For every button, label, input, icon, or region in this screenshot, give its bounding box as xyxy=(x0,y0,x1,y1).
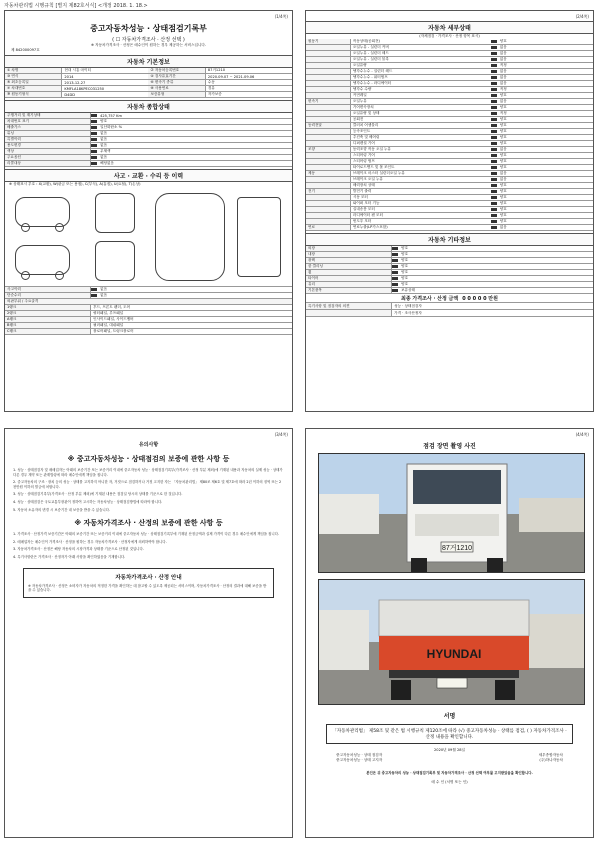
checkbox-icon[interactable] xyxy=(91,114,97,117)
state-label: 리콜대상 xyxy=(5,161,91,166)
checkbox-icon[interactable] xyxy=(491,214,497,217)
item-result: 양호 xyxy=(499,213,507,217)
accident-table xyxy=(5,287,292,299)
accident-label: 사고이력 xyxy=(5,287,91,292)
basic-value: 2013-12-27 xyxy=(64,80,86,85)
item-result: 없음 xyxy=(499,225,507,229)
checkbox-icon[interactable] xyxy=(491,106,497,109)
item-result: 없음 xyxy=(499,51,507,55)
item-label: 기어변속장치 xyxy=(352,105,374,109)
detail-state-table xyxy=(306,39,593,231)
item-result: 없음 xyxy=(499,45,507,49)
system-label xyxy=(306,159,351,164)
system-label xyxy=(306,129,351,134)
checkbox-icon[interactable] xyxy=(491,154,497,157)
checkbox-icon[interactable] xyxy=(91,162,97,165)
basic-label: ⑤ 최초등록일 xyxy=(5,80,62,85)
checkbox-icon[interactable] xyxy=(491,130,497,133)
signature-date: 2020년 09월 28일 xyxy=(434,748,465,752)
page-number: (4/4쪽) xyxy=(575,432,589,437)
state-label: 특별이력 xyxy=(5,137,91,142)
item-result: 없음 xyxy=(499,177,507,181)
system-label xyxy=(306,153,351,158)
item-label: 등속조인트 xyxy=(352,129,371,133)
page-1 xyxy=(4,10,293,412)
state-value: 425,757 Km xyxy=(100,113,122,118)
item-label: 냉각수 수량 xyxy=(352,87,372,91)
item-label: 연료누출(LP가스포함) xyxy=(352,225,388,229)
frame-rank-table xyxy=(5,305,292,335)
signature-section xyxy=(306,711,593,785)
accident-legend: ※ 상태표시 부호 : X(교환), W(판금 또는 용접), C(부식), A(흠집), U(요철), T(손상) xyxy=(9,182,141,186)
state-value: 없음 xyxy=(100,137,108,141)
rank-label: B랭크 xyxy=(5,323,91,328)
system-label: 변속기 xyxy=(306,99,351,104)
system-label xyxy=(306,141,351,146)
checkbox-icon[interactable] xyxy=(491,46,497,49)
notice-paragraph: 3. 성능 · 상태점검기록부(가격조사 · 산정 부분 제외)에 기재된 내용은 점검일 당시의 상태를 기준으로 한 것입니다. xyxy=(13,492,183,497)
rank-value: 후드, 프론트 펜더, 도어 xyxy=(93,305,131,309)
item-label: 공회전 xyxy=(352,117,364,121)
other-value: 양호 xyxy=(401,264,409,268)
state-value: 일산화탄소 % xyxy=(100,125,123,129)
license-plate: 87거1210 xyxy=(441,545,473,552)
rank-label: 2랭크 xyxy=(5,311,91,316)
page-number: (3/4쪽) xyxy=(274,432,288,437)
page-3 xyxy=(4,428,293,838)
rank-value: 필러패널, 대쉬패널 xyxy=(93,323,124,327)
special-notes-label: 특기사항 및 점검자의 의견 xyxy=(306,303,392,309)
item-result: 적정 xyxy=(499,63,507,67)
system-label: 원동기 xyxy=(306,39,351,44)
system-label xyxy=(306,213,351,218)
item-result: 양호 xyxy=(499,39,507,43)
basic-value: D4DD xyxy=(64,92,75,97)
section-overall-state: 자동차 종합상태 xyxy=(5,100,292,113)
item-result: 양호 xyxy=(499,195,507,199)
special-notes-appraiser: 가격 · 조사산정자 xyxy=(394,310,422,315)
item-result: 양호 xyxy=(499,207,507,211)
other-value: 양호 xyxy=(401,282,409,286)
item-label: 시동 모터 xyxy=(352,195,368,199)
item-result: 양호 xyxy=(499,201,507,205)
wheel-icon xyxy=(55,271,64,280)
page-number: (1/4쪽) xyxy=(274,14,288,19)
basic-label: ⑦ 차대번호 xyxy=(5,86,62,91)
basic-value: KMFLA18KPEC031250 xyxy=(64,86,105,91)
other-label: 유리 xyxy=(306,282,392,287)
rank-value: 쿼터패널, 루프패널 xyxy=(93,311,124,315)
item-label: 배력장치 상태 xyxy=(352,183,375,187)
item-result: 양호 xyxy=(499,105,507,109)
item-result: 양호 xyxy=(499,123,507,127)
state-label: 색상 xyxy=(5,149,91,154)
basic-value: 87거1210 xyxy=(207,68,226,72)
state-label: 용도변경 xyxy=(5,143,91,148)
item-result: 없음 xyxy=(499,99,507,103)
item-label: 오일유량 xyxy=(352,63,367,67)
item-result: 양호 xyxy=(499,189,507,193)
item-label: 냉각수누수 - 라디에이터 xyxy=(352,81,392,85)
rank-value: 인사이드패널, 사이드멤버 xyxy=(93,317,134,321)
other-value: 양호 xyxy=(401,246,409,250)
checkbox-icon[interactable] xyxy=(491,76,497,79)
checkbox-icon[interactable] xyxy=(491,184,497,187)
item-result: 양호 xyxy=(499,159,507,163)
checkbox-icon[interactable] xyxy=(392,289,398,292)
page-4 xyxy=(305,428,594,838)
section-basic-info: 자동차 기본정보 xyxy=(5,55,292,68)
subtitle-note: ※ 자동차가격조사 · 산정은 매수인이 원하는 경우 제공하는 서비스입니다. xyxy=(90,43,207,47)
checkbox-icon[interactable] xyxy=(491,40,497,43)
item-result: 양호 xyxy=(499,165,507,169)
state-label: 배출가스 xyxy=(5,125,91,130)
price-guide-text: ※ 자동차가격조사 · 산정은 소비자가 자동차의 적정한 가격을 확인하는 데 참고할 수 있도록 제공되는 서비스이며, 자동차가격조사 · 산정의 결과에 대해 보증을 받을 수 있습니다. xyxy=(28,583,267,593)
checkbox-icon[interactable] xyxy=(91,120,97,123)
notice-paragraph: 4. 특기사항란은 가격조사 · 산정자가 아래 사항을 확인하였음을 기재합니다. xyxy=(13,554,126,559)
checkbox-icon[interactable] xyxy=(491,148,497,151)
item-label: 오일누유 - 실린더 헤드 xyxy=(352,51,389,55)
item-label: 오일누유 - 실린더 블록 xyxy=(352,57,389,61)
item-label: 오일누유 - 실린더 커버 xyxy=(352,45,389,49)
overall-state-table xyxy=(5,113,292,167)
car-front-outline xyxy=(95,193,135,233)
basic-value: 현대 시흥 마이티 xyxy=(64,68,91,72)
brand-lettering: HYUNDAI xyxy=(426,647,482,661)
notice-paragraph: 4. 성능 · 상태점검은 국토교통부장관이 정하여 고시하는 자동차성능 · 상태점검방법에 따라야 합니다. xyxy=(13,499,163,504)
section-other-info: 자동차 기타정보 xyxy=(306,233,593,246)
basic-info-row xyxy=(5,92,292,98)
checkbox-icon[interactable] xyxy=(392,271,398,274)
warranty-heading: ※ 중고자동차성능 · 상태점검의 보증에 관한 사항 등 xyxy=(67,455,230,463)
basic-label: ⑧ 사용연료 xyxy=(148,86,205,91)
system-label: 연료 xyxy=(306,225,351,230)
rank-label: C랭크 xyxy=(5,329,91,334)
item-result: 적정 xyxy=(499,111,507,115)
final-price-row xyxy=(306,294,593,303)
system-label xyxy=(306,201,351,206)
basic-value: 경유 xyxy=(207,86,215,90)
basic-value: 2014 xyxy=(64,74,74,79)
item-result: 양호 xyxy=(499,93,507,97)
checkbox-icon[interactable] xyxy=(392,277,398,280)
notice-heading: 유의사항 xyxy=(138,442,159,448)
checkbox-icon[interactable] xyxy=(491,52,497,55)
item-label: 타이로드엔드 및 볼 조인트 xyxy=(352,165,395,169)
state-value: 해당없음 xyxy=(100,161,114,165)
basic-value: 자가보증 xyxy=(207,92,222,96)
checkbox-icon[interactable] xyxy=(491,118,497,121)
system-label xyxy=(306,183,351,188)
checkbox-icon[interactable] xyxy=(392,247,398,250)
system-label xyxy=(306,69,351,74)
basic-label: ⑥ 변속기 종류 xyxy=(148,80,205,85)
state-label: 주행거리 및 계기상태 xyxy=(5,113,91,118)
checkbox-icon[interactable] xyxy=(91,126,97,129)
checkbox-icon[interactable] xyxy=(491,172,497,175)
system-label xyxy=(306,105,351,110)
system-label xyxy=(306,81,351,86)
other-label: 룸 클리닝 xyxy=(306,264,392,269)
basic-label: ② 자동차등록번호 xyxy=(148,68,205,73)
buyer-signature-line: 매 수 인 (서명 또는 인) xyxy=(431,779,468,784)
checkbox-icon[interactable] xyxy=(91,150,97,153)
price-paragraphs xyxy=(5,532,292,559)
warranty-paragraphs xyxy=(5,468,292,512)
item-label: 냉각수누수 - 워터펌프 xyxy=(352,75,388,79)
item-result: 없음 xyxy=(499,171,507,175)
checkbox-icon[interactable] xyxy=(491,100,497,103)
detail-state-row xyxy=(306,225,593,231)
system-label xyxy=(306,117,351,122)
system-label xyxy=(306,93,351,98)
basic-label: ⑨ 원동기형식 xyxy=(5,92,62,97)
item-label: 작동상태(공회전) xyxy=(352,39,380,43)
item-result: 양호 xyxy=(499,135,507,139)
item-label: 클러치 어셈블리 xyxy=(352,123,379,127)
car-diagram xyxy=(5,187,292,287)
checkbox-icon[interactable] xyxy=(491,82,497,85)
item-result: 없음 xyxy=(499,69,507,73)
checkbox-icon[interactable] xyxy=(392,265,398,268)
final-price-value: 0 0 0 0 0 만원 xyxy=(462,295,498,302)
system-label: 제동 xyxy=(306,171,351,176)
other-value: 양호 xyxy=(401,276,409,280)
accident-label: 단순수리 xyxy=(5,293,91,298)
checkbox-icon[interactable] xyxy=(491,178,497,181)
checkbox-icon[interactable] xyxy=(491,112,497,115)
page-title: 중고자동차성능 · 상태점검기록부 xyxy=(90,24,207,33)
checkbox-icon[interactable] xyxy=(491,142,497,145)
item-label: 브레이크 마스터 실린더오일 누유 xyxy=(352,171,405,175)
checkbox-icon[interactable] xyxy=(491,166,497,169)
other-value: 양호 xyxy=(401,270,409,274)
item-result: 양호 xyxy=(499,117,507,121)
item-label: 라디에이터 팬 모터 xyxy=(352,213,383,217)
checkbox-icon[interactable] xyxy=(491,220,497,223)
basic-info-table xyxy=(5,68,292,98)
checkbox-icon[interactable] xyxy=(91,294,97,297)
notice-paragraph: 2. 중고자동차의 구조 · 장치 등의 성능 · 상태를 고지하지 아니한 자, 거짓으로 점검하거나 거짓 고지한 자는 「자동차관리법」 제80조 제6호 및 제7호에 따라 2년 이하의 징역 또는 2천만원 이하의 벌금에 처합니다. xyxy=(13,480,282,489)
item-label: 스티어링 펌프 xyxy=(352,159,375,163)
notice-paragraph: 3. 자동차가격조사 · 산정은 해당 자동차의 시장가격과 상태를 기준으로 산정된 것입니다. xyxy=(13,547,144,552)
system-label xyxy=(306,87,351,92)
state-value: 없음 xyxy=(100,131,108,135)
system-label xyxy=(306,75,351,80)
checkbox-icon[interactable] xyxy=(491,58,497,61)
rank-label: 1랭크 xyxy=(5,305,91,310)
section-accident-history: 사고 · 교환 · 수리 등 이력 xyxy=(5,169,292,182)
accident-value: 없음 xyxy=(100,293,108,297)
document-header: 자동차관리법 시행규칙 [별지 제82호서식] <개정 2018. 1. 18.> xyxy=(4,3,148,9)
signature-statement: 「자동차관리법」 제58조 및 같은 법 시행규칙 제120조에 따라 (√) 중고자동차성능 · 상태를 점검, ( ) 자동차가격조사 · 산정 내용을 확인합니다. xyxy=(326,724,573,744)
system-label xyxy=(306,45,351,50)
basic-label: ① 차명 xyxy=(5,68,62,73)
page-subtitle: ( ☐ 자동차가격조사 · 산정 선택 ) xyxy=(112,37,185,43)
basic-value: 수동 xyxy=(207,80,215,84)
system-label xyxy=(306,195,351,200)
item-result: 없음 xyxy=(499,57,507,61)
basic-label: ③ 연식 xyxy=(5,74,62,79)
rank-label: A랭크 xyxy=(5,317,91,322)
signer-name: (주)하나자동차 xyxy=(539,758,563,762)
item-result: 없음 xyxy=(499,147,507,151)
checkbox-icon[interactable] xyxy=(491,208,497,211)
item-result: 양호 xyxy=(499,219,507,223)
checkbox-icon[interactable] xyxy=(491,136,497,139)
page-number: (2/4쪽) xyxy=(575,14,589,19)
notice-paragraph: 2. 매매업자는 매수인이 가격조사 · 산정을 원하는 경우 자동차가격조사 · 산정자에게 의뢰하여야 합니다. xyxy=(13,539,167,544)
other-value: 보유상태 xyxy=(401,288,415,292)
item-result: 양호 xyxy=(499,141,507,145)
item-label: 냉각수누수 - 실린더 헤드 xyxy=(352,69,393,73)
checkbox-icon[interactable] xyxy=(491,124,497,127)
system-label xyxy=(306,165,351,170)
system-label xyxy=(306,111,351,116)
detail-note: (자체점검 · 가격조사 · 산정 항목 표시) xyxy=(419,34,480,38)
checkbox-icon[interactable] xyxy=(491,226,497,229)
basic-label: ④ 검사유효기간 xyxy=(148,74,205,79)
checkbox-icon[interactable] xyxy=(392,283,398,286)
system-label xyxy=(306,207,351,212)
checkbox-icon[interactable] xyxy=(91,144,97,147)
item-label: 커먼레일 xyxy=(352,93,367,97)
other-label: 광택 xyxy=(306,258,392,263)
item-label: 스티어링 기어 xyxy=(352,153,375,157)
item-result: 없음 xyxy=(499,75,507,79)
item-label: 발전기 출력 xyxy=(352,189,372,193)
wheel-icon xyxy=(55,223,64,232)
item-result: 없음 xyxy=(499,81,507,85)
system-label xyxy=(306,63,351,68)
record-number: 제 842000097호 xyxy=(11,48,40,52)
checkbox-icon[interactable] xyxy=(491,64,497,67)
checkbox-icon[interactable] xyxy=(491,190,497,193)
signer-row xyxy=(336,758,563,763)
state-label: 튜닝 xyxy=(5,131,91,136)
other-value: 양호 xyxy=(401,258,409,262)
state-label: 차대번호 표기 xyxy=(5,119,91,124)
special-notes-row xyxy=(306,310,593,317)
checkbox-icon[interactable] xyxy=(491,160,497,163)
wheel-icon xyxy=(21,271,30,280)
checkbox-icon[interactable] xyxy=(392,253,398,256)
other-label: 외장 xyxy=(306,246,392,251)
checkbox-icon[interactable] xyxy=(91,132,97,135)
other-info-table xyxy=(306,246,593,294)
car-top-outline xyxy=(155,193,225,281)
system-label: 전기 xyxy=(306,189,351,194)
item-label: 실내송풍 모터 xyxy=(352,207,375,211)
checkbox-icon[interactable] xyxy=(491,94,497,97)
photo-heading: 점검 장면 촬영 사진 xyxy=(423,443,476,450)
detail-table-head: 외판부위 / 주요골격 xyxy=(5,299,292,305)
checkbox-icon[interactable] xyxy=(392,259,398,262)
frame-rank-row xyxy=(5,329,292,335)
system-label xyxy=(306,219,351,224)
page-2 xyxy=(305,10,594,412)
truck-front-photo xyxy=(318,453,585,573)
system-label: 동력전달 xyxy=(306,123,351,128)
price-warranty-heading: ※ 자동차가격조사 · 산정의 보증에 관한 사항 등 xyxy=(74,519,223,528)
price-guide-title: 자동차가격조사 · 산정 안내 xyxy=(115,574,182,581)
checkbox-icon[interactable] xyxy=(91,156,97,159)
signature-heading: 서명 xyxy=(443,713,456,720)
accident-value: 없음 xyxy=(100,287,108,291)
item-result: 양호 xyxy=(499,183,507,187)
other-value: 양호 xyxy=(401,252,409,256)
item-label: 오일유량 및 상태 xyxy=(352,111,380,115)
item-label: 디퍼렌셜 기어 xyxy=(352,141,375,145)
state-value: 무채색 xyxy=(100,149,111,153)
system-label: 조향 xyxy=(306,147,351,152)
checkbox-icon[interactable] xyxy=(491,202,497,205)
checkbox-icon[interactable] xyxy=(91,138,97,141)
truck-rear-photo xyxy=(318,579,585,705)
frame-diagram-outline xyxy=(237,197,281,277)
state-value: 양호 xyxy=(100,119,108,123)
special-notes-inspector: 성능 · 상태점검자 xyxy=(394,303,422,308)
checkbox-icon[interactable] xyxy=(91,288,97,291)
item-label: 오일누유 xyxy=(352,99,367,103)
signer-list xyxy=(306,753,593,763)
final-price-label: 최종 가격조사 · 산정 금액 xyxy=(401,295,459,302)
system-label xyxy=(306,135,351,140)
system-label xyxy=(306,177,351,182)
section-detail-state: 자동차 세부상태 xyxy=(306,21,593,34)
basic-value: 2020.09.07 ~ 2021.09.06 xyxy=(207,74,255,79)
rank-value: 플로어패널, 트렁크플로어 xyxy=(93,329,134,333)
item-label: 동력조향 작동 오일 누유 xyxy=(352,147,392,151)
basic-label: 보증유형 xyxy=(148,92,205,97)
signer-name: 세우종합자동차 xyxy=(538,753,563,757)
other-label: 기본품목 xyxy=(306,288,392,293)
special-notes-row xyxy=(306,303,593,310)
state-value: 없음 xyxy=(100,155,108,159)
state-label: 주요옵션 xyxy=(5,155,91,160)
checkbox-icon[interactable] xyxy=(491,196,497,199)
signer-role: 중고자동차성능 · 상태 점검자 xyxy=(336,753,383,757)
checkbox-icon[interactable] xyxy=(491,88,497,91)
system-label xyxy=(306,57,351,62)
car-rear-outline xyxy=(95,241,135,281)
item-label: 브레이크 오일 누유 xyxy=(352,177,383,181)
signer-role: 중고자동차성능 · 상태 고지자 xyxy=(336,758,383,762)
overall-state-row xyxy=(5,161,292,167)
notice-paragraph: 1. 성능 · 상태점검자 및 매매업자는 아래의 보증기간 또는 보증거리 이내에 중고자동차 성능 · 상태점검기록부(가격조사 · 산정 부분 제외)에 기재된 내용과 자동차의 실제 성능 · 상태가 다른 경우 계약 또는 관계법령에 따라 매수인에게 책임을 집니다. xyxy=(13,468,283,477)
item-result: 양호 xyxy=(499,129,507,133)
item-label: 윈도우 모터 xyxy=(352,219,372,223)
checkbox-icon[interactable] xyxy=(491,70,497,73)
price-guide-box xyxy=(23,568,274,598)
item-result: 적정 xyxy=(499,87,507,91)
item-result: 양호 xyxy=(499,153,507,157)
system-label xyxy=(306,51,351,56)
state-value: 없음 xyxy=(100,143,108,147)
notice-paragraph: 5. 자동차 소유자의 변경 시 보증기간 내 보증을 받을 수 있습니다. xyxy=(13,507,110,512)
confirmation-text: 본인은 위 중고자동차의 성능 · 상태점검기록부 및 자동차가격조사 · 산정 선택 여부를 고지받았음을 확인합니다. xyxy=(366,771,533,775)
item-label: 추진축 및 베어링 xyxy=(352,135,380,139)
notice-paragraph: 1. 가격조사 · 산정가격 보증기간은 아래의 보증기간 또는 보증거리 이내에 중고자동차 성능 · 상태점검기록부에 기재된 산정금액과 실제 가격이 다른 경우 매수인에게 책임을 집니다. xyxy=(13,532,279,537)
wheel-icon xyxy=(21,223,30,232)
other-label: 내장 xyxy=(306,252,392,257)
other-label: 타이어 xyxy=(306,276,392,281)
item-label: 와이퍼 모터 기능 xyxy=(352,201,380,205)
other-label: 휠 xyxy=(306,270,392,275)
